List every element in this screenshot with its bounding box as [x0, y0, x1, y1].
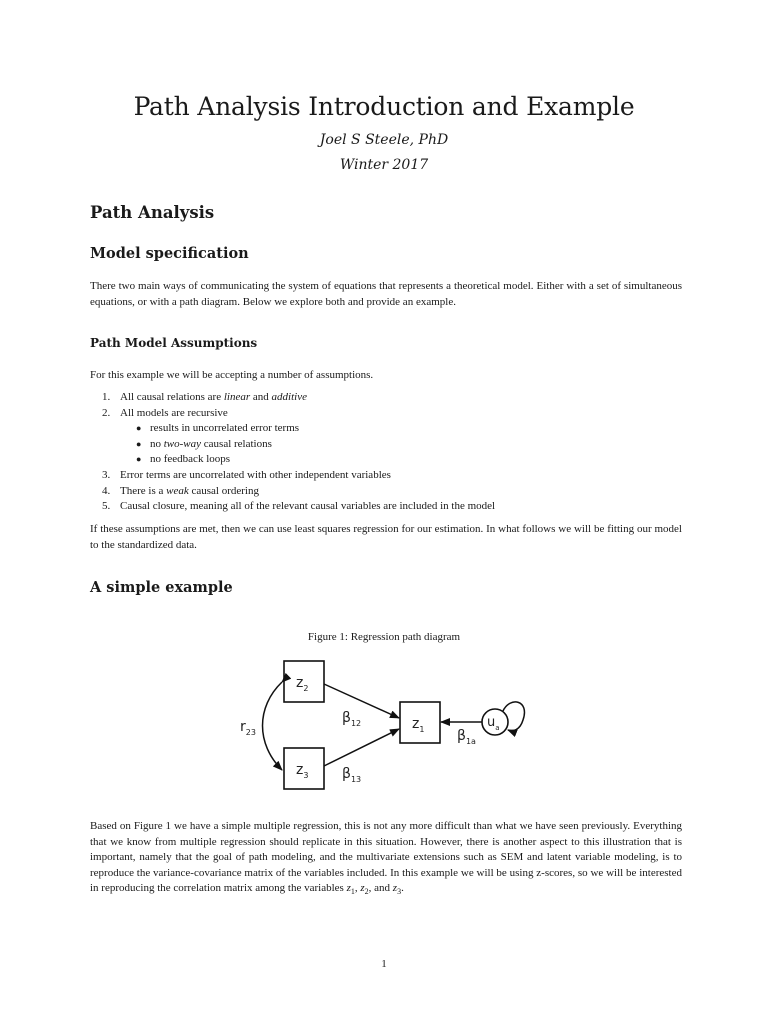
label-z1: z	[412, 716, 420, 732]
label-ua: u	[487, 715, 496, 730]
label-z3: z	[296, 762, 304, 778]
list-item: 5. Causal closure, meaning all of the relevant causal variables are included in the model	[102, 500, 496, 513]
author: Joel S Steele, PhD	[319, 132, 449, 148]
section-heading-example: A simple example	[90, 579, 233, 596]
sub-list-item: ● no two-way causal relations	[150, 437, 495, 453]
label-beta13: β	[342, 766, 351, 782]
label-z2: z	[296, 675, 304, 691]
svg-text:β1a: $\beta_{1a}$	[457, 728, 476, 746]
document-title: Path Analysis Introduction and Example	[133, 92, 635, 121]
list-item: 4. There is a weak causal ordering	[102, 484, 259, 497]
svg-text:β12: $\beta_{12}$	[342, 710, 362, 728]
correlation-arc	[263, 682, 283, 770]
bullet-icon: ●	[136, 423, 142, 434]
sub-list-item: ● no feedback loops	[150, 452, 495, 468]
svg-text:r23: $r_{23}$	[240, 719, 256, 737]
paragraph-assumptions-intro: For this example we will be accepting a number of assumptions.	[90, 369, 374, 381]
label-beta1a: β	[457, 728, 466, 744]
box-z3	[284, 748, 324, 789]
subsubsection-heading: Path Model Assumptions	[90, 336, 258, 350]
box-z2	[284, 661, 324, 702]
sub-list-item: ● results in uncorrelated error terms	[150, 421, 495, 437]
label-beta12: β	[342, 710, 351, 726]
subsection-heading: Model specification	[90, 245, 249, 262]
list-item: 3. Error terms are uncorrelated with other independent variables	[102, 468, 391, 481]
date: Winter 2017	[339, 157, 429, 173]
list-item: 1. All causal relations are linear and additive	[102, 391, 307, 403]
label-r23: r	[240, 719, 246, 735]
figure-caption: Figure 1: Regression path diagram	[307, 631, 461, 643]
svg-text:z2: $z_2$	[296, 675, 309, 693]
svg-text:β13: $\beta_{13}$	[342, 766, 362, 784]
paragraph-least-squares: If these assumptions are met, then we can use least squares regression for our estimation. In what follows we will be fitting our model to the standardized data.	[90, 523, 682, 551]
box-z1	[400, 702, 440, 743]
arrow-z3-z1	[324, 729, 399, 766]
sub-list	[120, 421, 495, 468]
svg-text:z1: $z_1$	[412, 716, 425, 734]
page-number: 1	[381, 958, 387, 970]
section-heading: Path Analysis	[90, 203, 215, 222]
svg-text:z3: $z_3$	[296, 762, 309, 780]
path-diagram	[230, 652, 540, 802]
bullet-icon: ●	[136, 438, 142, 449]
bullet-icon: ●	[136, 454, 142, 465]
list-item: 2. All models are recursive ● results in uncorrelated error terms ● no two-way causal relations ● no feedback loops	[120, 406, 495, 468]
arrow-z2-z1	[324, 684, 399, 718]
assumptions-list	[102, 390, 496, 515]
svg-text:ua: $u_a$	[487, 715, 500, 732]
paragraph-figure-discussion: Based on Figure 1 we have a simple multiple regression, this is not any more difficult than what we have seen previously. Everything that we know from multiple regression should replicate in this situation. However, there is another aspect to this illustration that is important, namely that the goal of path modeling, and the multivariate extensions such as SEM and latent variable modeling, is to reproduce the variance-covariance matrix of the variables included. In this example we will be using z-scores, so we will be interested in reproducing the correlation matrix among the variables $z_1$, $z_2$, and $z_3$.	[90, 820, 682, 897]
paragraph-model-spec: There two main ways of communicating the system of equations that represents a theoretical model. Either with a set of simultaneous equations, or with a path diagram. Below we explore both and provide an example.	[90, 280, 682, 308]
